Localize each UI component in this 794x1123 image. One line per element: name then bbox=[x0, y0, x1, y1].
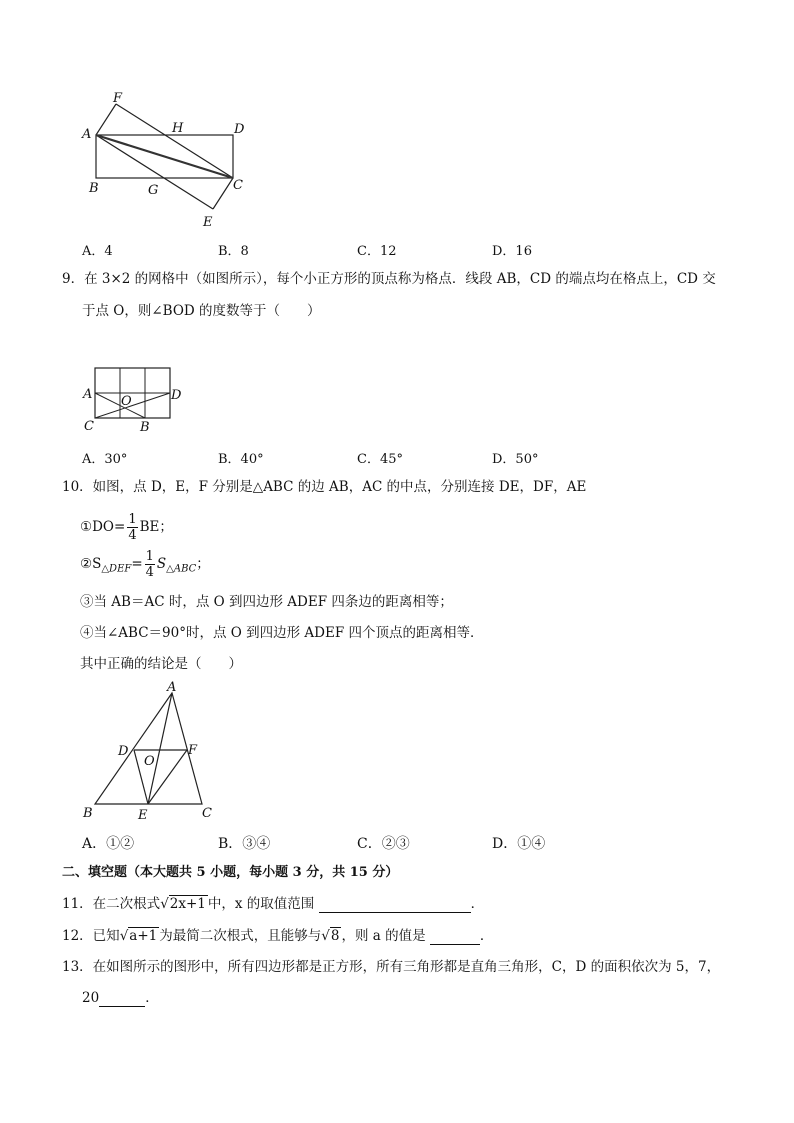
q9-stem-line1: 9．在 3×2 的网格中（如图所示），每个小正方形的顶点称为格点．线段 AB，CD 的端点均在格点上，CD 交 bbox=[62, 271, 716, 287]
q9-stem-line2: 于点 O，则∠BOD 的度数等于（ ） bbox=[82, 303, 321, 319]
figure-q9-grid bbox=[75, 360, 195, 436]
label-B: B bbox=[140, 420, 150, 435]
q10-option-b: B．③④ bbox=[218, 836, 271, 852]
q11-prefix: 11．在二次根式 bbox=[62, 896, 161, 912]
figure-q10-triangle bbox=[80, 680, 220, 825]
q9-option-a: A．30° bbox=[82, 452, 128, 467]
q13-line2 bbox=[82, 989, 159, 1007]
label-D: D bbox=[118, 744, 129, 759]
q10-option-d: D．①④ bbox=[492, 836, 546, 852]
segment-EC bbox=[213, 178, 233, 209]
label-D: D bbox=[171, 388, 182, 403]
segment-AF bbox=[96, 104, 116, 135]
s2-suffix: ； bbox=[196, 556, 210, 572]
section-2-title: 二、填空题（本大题共 5 小题，每小题 3 分，共 15 分） bbox=[62, 865, 399, 880]
q12-answer-blank[interactable] bbox=[430, 930, 480, 945]
label-A: A bbox=[83, 387, 93, 402]
q11 bbox=[62, 895, 484, 913]
q11-radical-sign: √ bbox=[160, 896, 169, 912]
segment-CD bbox=[95, 393, 170, 418]
label-E: E bbox=[203, 215, 213, 230]
q8-option-d: D．16 bbox=[492, 244, 532, 259]
label-O: O bbox=[121, 394, 132, 409]
s1-prefix: ①DO= bbox=[80, 519, 126, 535]
q8-option-b: B．8 bbox=[218, 244, 249, 259]
q10-option-c: C．②③ bbox=[357, 836, 410, 852]
label-G: G bbox=[148, 183, 159, 198]
label-A: A bbox=[167, 680, 177, 695]
s1-suffix: BE； bbox=[139, 519, 173, 535]
q13-value: 20 bbox=[82, 990, 100, 1006]
triangle-ABC bbox=[95, 693, 202, 804]
label-A: A bbox=[82, 127, 92, 142]
q13-answer-blank[interactable] bbox=[99, 992, 145, 1007]
s2-fraction bbox=[145, 549, 155, 580]
q9-option-d: D．50° bbox=[492, 452, 539, 467]
label-O: O bbox=[144, 754, 155, 769]
s2-s: S bbox=[156, 556, 167, 572]
q11-answer-blank[interactable] bbox=[319, 898, 471, 913]
q10-statement-1 bbox=[80, 510, 173, 544]
q10-ask: 其中正确的结论是（ ） bbox=[80, 656, 242, 672]
q12-end: ． bbox=[479, 928, 494, 944]
s2-equals: = bbox=[131, 556, 143, 572]
q11-radicand: 2x+1 bbox=[169, 896, 206, 912]
s2-sub-abc: △ABC bbox=[166, 563, 197, 575]
label-C: C bbox=[202, 806, 212, 821]
q9-option-b: B．40° bbox=[218, 452, 264, 467]
segment-FE bbox=[116, 104, 233, 178]
label-C: C bbox=[233, 178, 243, 193]
label-B: B bbox=[89, 181, 99, 196]
q12 bbox=[62, 927, 493, 945]
s1-numerator: 1 bbox=[128, 512, 137, 527]
s2-denominator: 4 bbox=[145, 565, 154, 580]
q12-mid: 为最简二次根式，且能够与 bbox=[159, 928, 322, 944]
label-D: D bbox=[234, 122, 245, 137]
q12-radical-sign-1: √ bbox=[119, 928, 129, 944]
q10-stem: 10．如图，点 D，E，F 分别是△ABC 的边 AB，AC 的中点，分别连接 DE，DF，AE bbox=[62, 479, 587, 495]
label-F: F bbox=[113, 91, 123, 106]
figure-q8-rectangle bbox=[70, 85, 270, 235]
label-B: B bbox=[83, 806, 93, 821]
label-C: C bbox=[84, 419, 94, 434]
s2-numerator: 1 bbox=[145, 549, 154, 564]
q8-option-c: C．12 bbox=[357, 244, 397, 259]
label-H: H bbox=[172, 121, 184, 136]
q10-statement-3: ③当 AB＝AC 时，点 O 到四边形 ADEF 四条边的距离相等； bbox=[80, 594, 453, 610]
label-F: F bbox=[188, 743, 198, 758]
s1-fraction bbox=[127, 512, 137, 543]
q12-prefix: 12．已知 bbox=[62, 928, 120, 944]
q11-end: ． bbox=[470, 896, 485, 912]
q12-suffix: ，则 a 的值是 bbox=[341, 928, 426, 944]
q10-statement-2 bbox=[80, 547, 210, 587]
q12-radicand-2: 8 bbox=[330, 928, 340, 944]
s2-prefix: ②S bbox=[80, 556, 102, 572]
diagonal-AC bbox=[96, 135, 233, 178]
q12-radicand-1: a+1 bbox=[129, 928, 158, 944]
q8-option-a: A．4 bbox=[82, 244, 113, 259]
q13-line1: 13．在如图所示的图形中，所有四边形都是正方形，所有三角形都是直角三角形，C，D 的面积依次为 5，7， bbox=[62, 959, 721, 975]
q10-statement-4: ④当∠ABC＝90°时，点 O 到四边形 ADEF 四个顶点的距离相等． bbox=[80, 625, 484, 641]
s2-sub-def: △DEF bbox=[101, 563, 132, 575]
label-E: E bbox=[138, 808, 148, 823]
q12-radical-sign-2: √ bbox=[321, 928, 330, 944]
s1-denominator: 4 bbox=[128, 528, 137, 543]
q10-option-a: A．①② bbox=[82, 836, 135, 852]
q13-end: ． bbox=[145, 990, 159, 1006]
q9-option-c: C．45° bbox=[357, 452, 403, 467]
q11-suffix: 中，x 的取值范围 bbox=[207, 896, 315, 912]
